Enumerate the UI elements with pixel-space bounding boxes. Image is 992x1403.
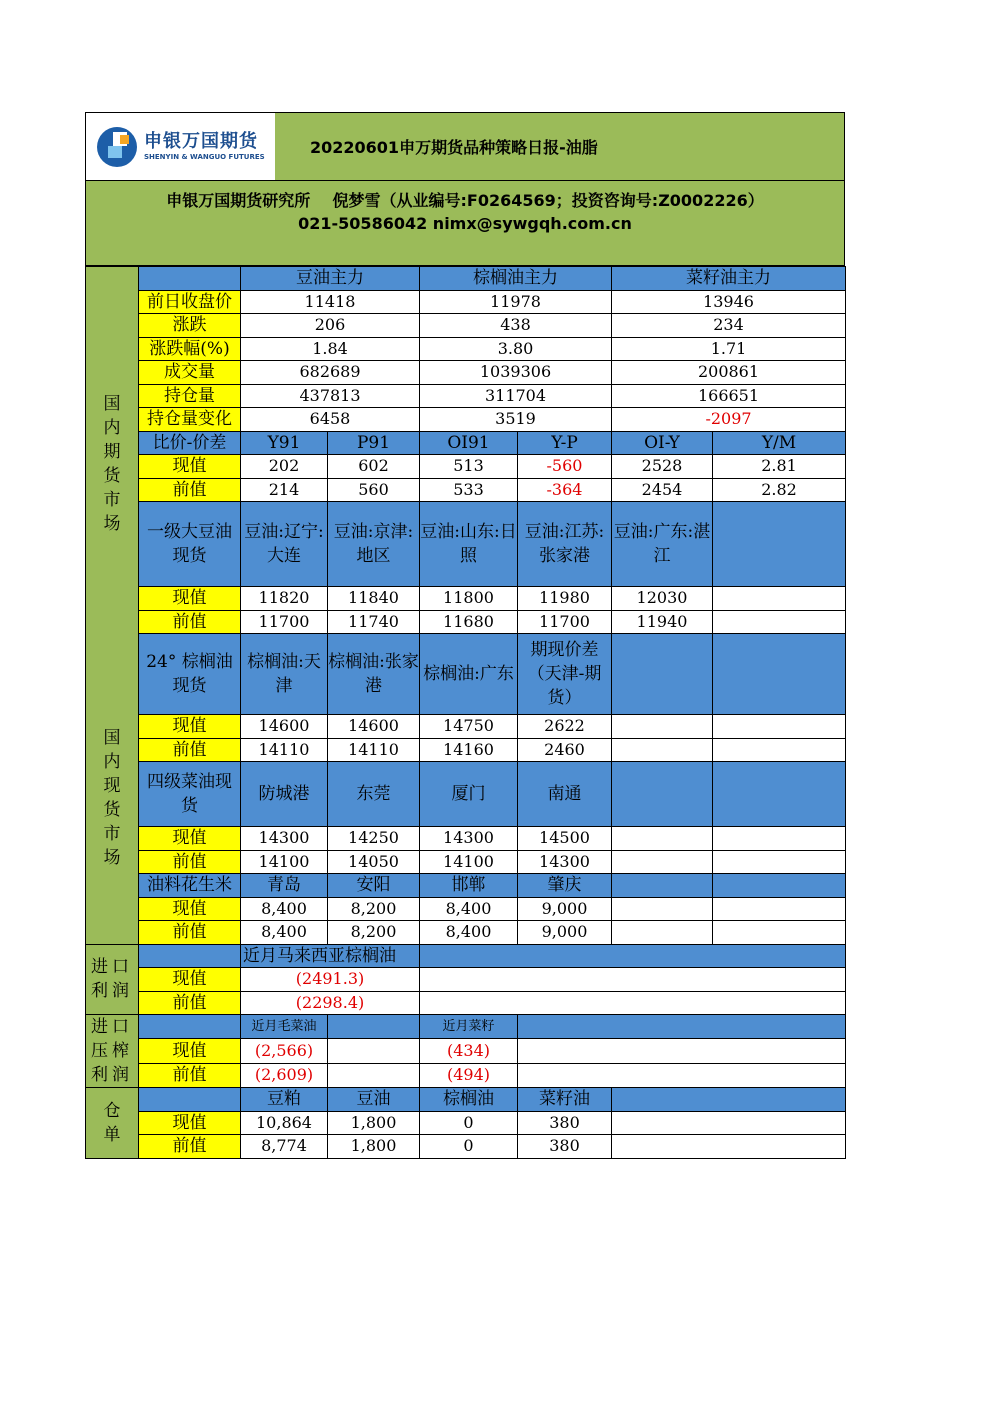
cell: 200861 [612, 361, 846, 385]
col-soyoil: 豆油 [328, 1088, 420, 1112]
empty-cell [713, 827, 846, 851]
cell-negative: -364 [518, 478, 612, 502]
row-label: 持仓量变化 [139, 408, 241, 432]
col-crude-rapeoil: 近月毛菜油 [241, 1015, 328, 1039]
cell-negative: (494) [420, 1063, 518, 1087]
row-label: 现值 [139, 587, 241, 611]
cell: 11680 [420, 610, 518, 634]
row-label: 前值 [139, 478, 241, 502]
cell: 202 [241, 455, 328, 479]
col-oi91: OI91 [420, 431, 518, 455]
empty-cell [612, 715, 713, 739]
col-y-p: Y-P [518, 431, 612, 455]
section-domestic-market [86, 267, 139, 945]
col-anyang: 安阳 [328, 874, 420, 898]
cell: 2.81 [713, 455, 846, 479]
cell: 14750 [420, 715, 518, 739]
section-spot-label: 国内现货市场 [103, 728, 121, 869]
spread-label: 比价-价差 [139, 431, 241, 455]
row-label: 涨跌幅(%) [139, 337, 241, 361]
table-row [86, 1063, 846, 1087]
row-label: 前值 [139, 991, 241, 1015]
col-qingdao: 青岛 [241, 874, 328, 898]
cell-negative: (2491.3) [241, 968, 420, 992]
col-rape-fangchenggang: 防城港 [241, 762, 328, 827]
report-sheet [85, 112, 845, 1159]
cell: 166651 [612, 384, 846, 408]
col-soy-dalian: 豆油:辽宁:大连 [241, 502, 328, 587]
empty-cell [612, 850, 713, 874]
cell: 14100 [241, 850, 328, 874]
cell: 602 [328, 455, 420, 479]
section-crush-profit-label: 进口压榨利润 [91, 1017, 133, 1085]
col-palm-tianjin: 棕榈油:天津 [241, 634, 328, 715]
company-logo [86, 113, 276, 180]
cell: 11980 [518, 587, 612, 611]
col-rapeseed: 近月菜籽 [420, 1015, 518, 1039]
cell-negative: -560 [518, 455, 612, 479]
cell: 206 [241, 314, 420, 338]
cell: 14160 [420, 738, 518, 762]
cell: 2460 [518, 738, 612, 762]
col-malaysia-palm: 近月马来西亚棕榈油 [241, 944, 420, 968]
col-palmoil: 棕榈油 [420, 1088, 518, 1112]
cell: 311704 [420, 384, 612, 408]
empty-cell [713, 850, 846, 874]
empty-cell [612, 827, 713, 851]
report-title: 20220601申万期货品种策略日报-油脂 [310, 138, 598, 157]
cell-negative: (2,609) [241, 1063, 328, 1087]
cell: 1039306 [420, 361, 612, 385]
row-label: 前值 [139, 610, 241, 634]
cell: 3.80 [420, 337, 612, 361]
cell: 13946 [612, 290, 846, 314]
cell: 8,774 [241, 1135, 328, 1159]
table-row [86, 968, 846, 992]
data-table [85, 266, 846, 945]
cell: 234 [612, 314, 846, 338]
cell: 11940 [612, 610, 713, 634]
table-row [86, 715, 846, 739]
cell: 380 [518, 1135, 612, 1159]
logo-chinese-name: 申银万国期货 [144, 130, 258, 152]
cell: 9,000 [518, 921, 612, 945]
cell: 0 [420, 1135, 518, 1159]
empty-cell [612, 921, 713, 945]
empty-cell [420, 968, 846, 992]
empty-cell [139, 944, 241, 968]
cell: 14300 [420, 827, 518, 851]
cell: 14300 [241, 827, 328, 851]
cell: 6458 [241, 408, 420, 432]
empty-cell [612, 897, 713, 921]
table-row [86, 384, 846, 408]
warehouse-header-row [86, 1088, 846, 1112]
section-crush-profit [86, 1015, 139, 1088]
col-palm-main: 棕榈油主力 [420, 267, 612, 291]
author-info [85, 180, 845, 266]
col-rapeseed-main: 菜籽油主力 [612, 267, 846, 291]
cell: 2454 [612, 478, 713, 502]
row-label: 现值 [139, 827, 241, 851]
col-rapeoil: 菜籽油 [518, 1088, 612, 1112]
table-row [86, 1135, 846, 1159]
empty-cell [713, 762, 846, 827]
empty-cell [713, 921, 846, 945]
cell: 11418 [241, 290, 420, 314]
empty-cell [518, 1063, 846, 1087]
cell: 14110 [328, 738, 420, 762]
cell: 2.82 [713, 478, 846, 502]
spread-header-row [86, 431, 846, 455]
table-row [86, 850, 846, 874]
empty-cell [713, 634, 846, 715]
crush-profit-header-row [86, 1015, 846, 1039]
row-label: 现值 [139, 1039, 241, 1063]
section-import-profit [86, 944, 139, 1015]
col-p91: P91 [328, 431, 420, 455]
table-row [86, 991, 846, 1015]
table-row [86, 361, 846, 385]
empty-cell [420, 944, 846, 968]
col-palm-basis: 期现价差（天津-期货） [518, 634, 612, 715]
empty-cell [713, 587, 846, 611]
cell: 14110 [241, 738, 328, 762]
empty-cell [139, 1015, 241, 1039]
section-futures-label: 国内期货市场 [103, 394, 121, 535]
futures-header-corner [139, 267, 241, 291]
cell: 560 [328, 478, 420, 502]
cell: 0 [420, 1111, 518, 1135]
empty-cell [713, 738, 846, 762]
col-y91: Y91 [241, 431, 328, 455]
cell: 14100 [420, 850, 518, 874]
cell: 8,200 [328, 897, 420, 921]
palm-spot-label: 24° 棕榈油现货 [139, 634, 241, 715]
cell: 214 [241, 478, 328, 502]
cell: 14050 [328, 850, 420, 874]
cell: 14500 [518, 827, 612, 851]
cell: 1,800 [328, 1135, 420, 1159]
cell: 682689 [241, 361, 420, 385]
row-label: 前值 [139, 850, 241, 874]
cell: 11700 [518, 610, 612, 634]
col-palm-guangdong: 棕榈油:广东 [420, 634, 518, 715]
cell: 2622 [518, 715, 612, 739]
col-soy-jingjin: 豆油:京津:地区 [328, 502, 420, 587]
empty-cell [328, 1015, 420, 1039]
empty-cell [612, 634, 713, 715]
cell: 11820 [241, 587, 328, 611]
cell: 1.71 [612, 337, 846, 361]
row-label: 现值 [139, 968, 241, 992]
cell: 11840 [328, 587, 420, 611]
empty-cell [612, 1088, 846, 1112]
empty-cell [713, 502, 846, 587]
row-label: 涨跌 [139, 314, 241, 338]
empty-cell [713, 874, 846, 898]
section-import-profit-label: 进口利润 [91, 957, 133, 1002]
col-palm-zhangjiagang: 棕榈油:张家港 [328, 634, 420, 715]
cell: 2528 [612, 455, 713, 479]
cell: 1,800 [328, 1111, 420, 1135]
profit-table [85, 944, 846, 1159]
row-label: 现值 [139, 455, 241, 479]
col-rape-nantong: 南通 [518, 762, 612, 827]
peanut-label: 油料花生米 [139, 874, 241, 898]
cell: 3519 [420, 408, 612, 432]
empty-cell [328, 1063, 420, 1087]
table-row [86, 827, 846, 851]
empty-cell [713, 610, 846, 634]
cell: 14600 [241, 715, 328, 739]
futures-header-row [86, 267, 846, 291]
table-row [86, 738, 846, 762]
col-zhaoqing: 肇庆 [518, 874, 612, 898]
col-soy-zhanjiang: 豆油:广东:湛江 [612, 502, 713, 587]
cell-negative: (2298.4) [241, 991, 420, 1015]
row-label: 前值 [139, 738, 241, 762]
table-row [86, 897, 846, 921]
col-soyoil-main: 豆油主力 [241, 267, 420, 291]
cell: 513 [420, 455, 518, 479]
cell: 438 [420, 314, 612, 338]
cell: 14250 [328, 827, 420, 851]
empty-cell [612, 762, 713, 827]
empty-cell [612, 1111, 846, 1135]
empty-cell [713, 715, 846, 739]
rape-spot-header-row [86, 762, 846, 827]
cell: 8,400 [420, 897, 518, 921]
cell: 11740 [328, 610, 420, 634]
cell: 1.84 [241, 337, 420, 361]
cell: 8,200 [328, 921, 420, 945]
empty-cell [328, 1039, 420, 1063]
row-label: 前值 [139, 1063, 241, 1087]
table-row [86, 587, 846, 611]
empty-cell [612, 738, 713, 762]
col-y-m: Y/M [713, 431, 846, 455]
table-row [86, 314, 846, 338]
table-row [86, 610, 846, 634]
logo-english-name: SHENYIN & WANGUO FUTURES [144, 152, 265, 161]
import-profit-header-row [86, 944, 846, 968]
table-row [86, 290, 846, 314]
cell-negative: (2,566) [241, 1039, 328, 1063]
cell: 14300 [518, 850, 612, 874]
empty-cell [518, 1039, 846, 1063]
cell-negative: -2097 [612, 408, 846, 432]
row-label: 现值 [139, 897, 241, 921]
institute-line: 申银万国期货研究所 倪梦雪（从业编号:F0264569；投资咨询号:Z0002226） [166, 191, 764, 210]
cell: 11700 [241, 610, 328, 634]
title-bar [85, 112, 845, 180]
cell: 8,400 [241, 921, 328, 945]
col-soy-rizhao: 豆油:山东:日照 [420, 502, 518, 587]
cell: 8,400 [420, 921, 518, 945]
table-row [86, 1039, 846, 1063]
cell: 14600 [328, 715, 420, 739]
table-row [86, 408, 846, 432]
row-label: 现值 [139, 1111, 241, 1135]
empty-cell [612, 1135, 846, 1159]
cell: 8,400 [241, 897, 328, 921]
cell: 11800 [420, 587, 518, 611]
col-soy-zhangjiagang: 豆油:江苏:张家港 [518, 502, 612, 587]
col-rape-dongguan: 东莞 [328, 762, 420, 827]
row-label: 前日收盘价 [139, 290, 241, 314]
col-soymeal: 豆粕 [241, 1088, 328, 1112]
cell: 12030 [612, 587, 713, 611]
empty-cell [518, 1015, 846, 1039]
rape-spot-label: 四级菜油现货 [139, 762, 241, 827]
cell: 10,864 [241, 1111, 328, 1135]
cell: 437813 [241, 384, 420, 408]
contact-line: 021-50586042 nimx@sywgqh.com.cn [298, 214, 632, 233]
cell: 11978 [420, 290, 612, 314]
table-row [86, 478, 846, 502]
soy-spot-label: 一级大豆油现货 [139, 502, 241, 587]
table-row [86, 921, 846, 945]
row-label: 成交量 [139, 361, 241, 385]
cell: 380 [518, 1111, 612, 1135]
section-warehouse [86, 1088, 139, 1159]
table-row [86, 455, 846, 479]
empty-cell [612, 874, 713, 898]
table-row [86, 337, 846, 361]
logo-mark-icon [96, 126, 138, 168]
col-oi-y: OI-Y [612, 431, 713, 455]
empty-cell [139, 1088, 241, 1112]
empty-cell [713, 897, 846, 921]
empty-cell [420, 991, 846, 1015]
peanut-header-row [86, 874, 846, 898]
table-row [86, 1111, 846, 1135]
row-label: 前值 [139, 1135, 241, 1159]
row-label: 前值 [139, 921, 241, 945]
col-rape-xiamen: 厦门 [420, 762, 518, 827]
soy-spot-header-row [86, 502, 846, 587]
cell: 9,000 [518, 897, 612, 921]
cell-negative: (434) [420, 1039, 518, 1063]
section-warehouse-label: 仓单 [103, 1100, 121, 1145]
col-handan: 邯郸 [420, 874, 518, 898]
cell: 533 [420, 478, 518, 502]
palm-spot-header-row [86, 634, 846, 715]
row-label: 现值 [139, 715, 241, 739]
row-label: 持仓量 [139, 384, 241, 408]
